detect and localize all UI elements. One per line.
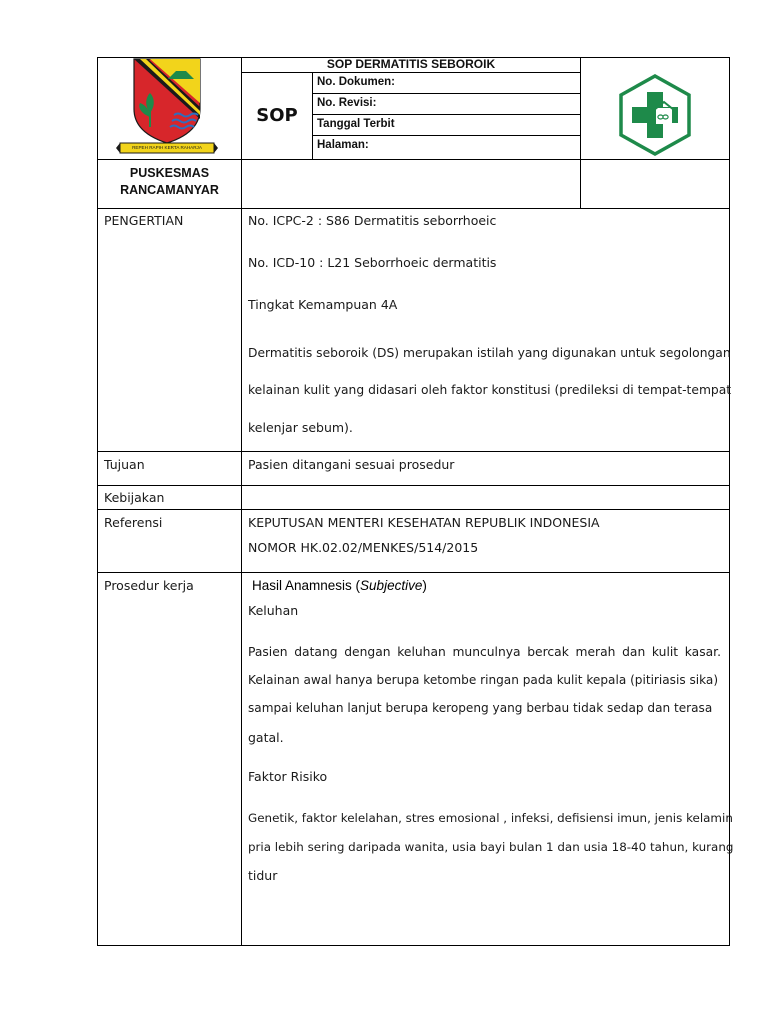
divider (97, 572, 730, 573)
field-tanggal-terbit: Tanggal Terbit (317, 118, 395, 130)
prosedur-heading-pre: Hasil Anamnesis ( (252, 578, 361, 593)
faktor-line-2: pria lebih sering daripada wanita, usia bayi bulan 1 dan usia 18-40 tahun, kurang (248, 840, 734, 854)
field-halaman: Halaman: (317, 139, 369, 151)
label-kebijakan: Kebijakan (104, 490, 165, 505)
label-referensi: Referensi (104, 515, 163, 530)
prosedur-heading-em: Subjective (360, 578, 423, 593)
organization-name-line-1: PUSKESMAS (129, 166, 210, 180)
field-no-revisi: No. Revisi: (317, 97, 377, 109)
divider (97, 159, 730, 160)
faktor-line-1: Genetik, faktor kelelahan, stres emosional , infeksi, defisiensi imun, jenis kelamin (248, 811, 733, 825)
tujuan-text: Pasien ditangani sesuai prosedur (248, 457, 455, 472)
prosedur-keluhan-title: Keluhan (248, 603, 299, 618)
divider (97, 451, 730, 452)
emblem-motto: REPEH RAPIH KERTA RAHARJA (132, 145, 202, 150)
sop-label: SOP (256, 105, 298, 126)
prosedur-faktor-title: Faktor Risiko (248, 769, 328, 784)
referensi-line-1: KEPUTUSAN MENTERI KESEHATAN REPUBLIK INDONESIA (248, 515, 600, 530)
keluhan-line-4: gatal. (248, 730, 284, 745)
field-no-dokumen: No. Dokumen: (317, 76, 395, 88)
keluhan-line-3: sampai keluhan lanjut berupa keropeng yang berbau tidak sedap dan terasa (248, 701, 713, 715)
divider (97, 509, 730, 510)
referensi-line-2: NOMOR HK.02.02/MENKES/514/2015 (248, 540, 479, 555)
pengertian-tingkat: Tingkat Kemampuan 4A (248, 297, 398, 312)
keluhan-line-1 (248, 645, 721, 659)
divider (97, 208, 730, 209)
pengertian-icpc: No. ICPC-2 : S86 Dermatitis seborrhoeic (248, 213, 497, 228)
pengertian-definisi-line-3: kelenjar sebum). (248, 420, 353, 435)
label-pengertian: PENGERTIAN (104, 213, 184, 228)
keluhan-line-2: Kelainan awal hanya berupa ketombe ringan pada kulit kepala (pitiriasis sika) (248, 673, 719, 687)
pengertian-icd: No. ICD-10 : L21 Seborrhoeic dermatitis (248, 255, 497, 270)
pengertian-definisi-line-2: kelainan kulit yang didasari oleh faktor konstitusi (predileksi di tempat-tempat (248, 383, 732, 397)
divider (97, 485, 730, 486)
keluhan-line-1-text: Pasien datang dengan keluhan munculnya bercak merah dan kulit kasar. (248, 645, 721, 659)
puskesmas-logo (618, 74, 692, 156)
divider (312, 72, 313, 159)
divider (580, 57, 581, 208)
label-prosedur-kerja: Prosedur kerja (104, 578, 194, 593)
document-title: SOP DERMATITIS SEBOROIK (326, 57, 496, 71)
prosedur-heading-post: ) (422, 578, 427, 593)
organization-name (98, 165, 241, 199)
bandung-regency-emblem (116, 57, 218, 158)
organization-name-line-2: RANCAMANYAR (120, 183, 219, 197)
label-tujuan: Tujuan (104, 457, 145, 472)
divider (241, 57, 242, 946)
prosedur-heading (252, 578, 427, 593)
pengertian-definisi-line-1: Dermatitis seboroik (DS) merupakan istilah yang digunakan untuk segolongan (248, 346, 731, 360)
faktor-line-3: tidur (248, 868, 278, 883)
table-border-bottom (97, 945, 730, 946)
